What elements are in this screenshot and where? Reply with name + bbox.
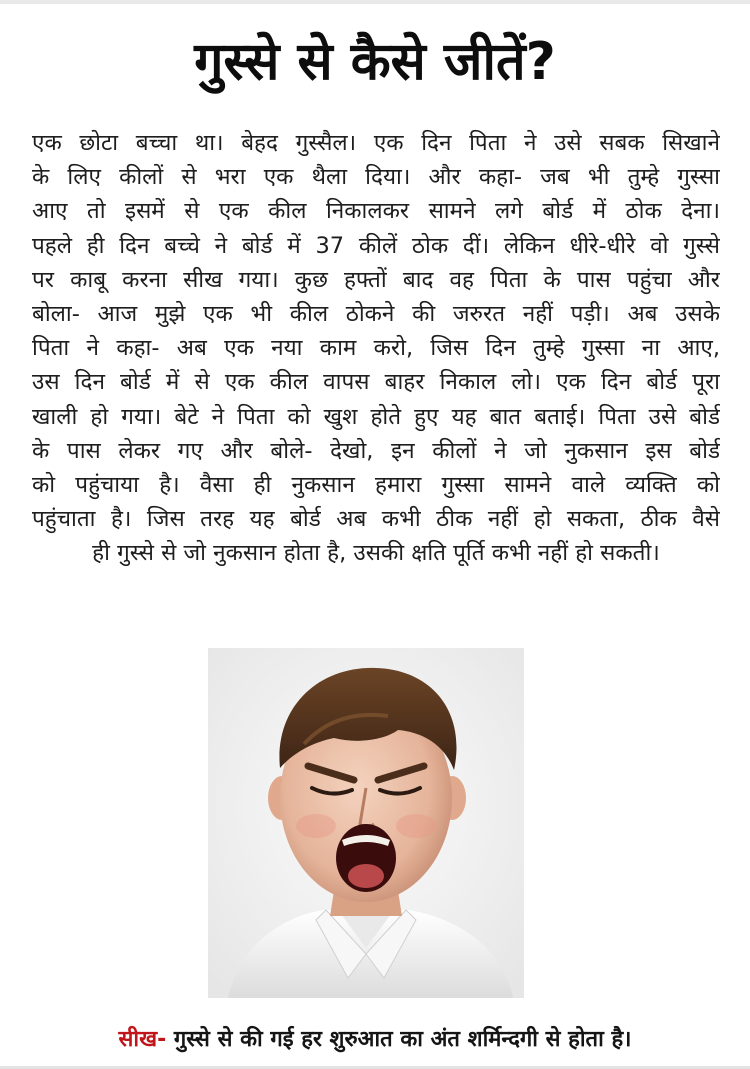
moral-line xyxy=(0,1025,750,1055)
body-line: एक छोटा बच्चा था। बेहद गुस्सैल। एक दिन पिता ने उसे सबक सिखाने xyxy=(32,130,720,156)
body-line: पिता ने कहा- अब एक नया काम करो, जिस दिन तुम्हे गुस्सा ना आए, xyxy=(32,335,720,362)
body-line: पहुंचाता है। जिस तरह यह बोर्ड अब कभी ठीक नहीं हो सकता, ठीक वैसे xyxy=(32,506,720,533)
moral-label: सीख- xyxy=(118,1027,167,1052)
body-line: खाली हो गया। बेटे ने पिता को खुश होते हुए यह बात बताई। पिता उसे बोर्ड xyxy=(32,403,720,430)
body-line: के लिए कीलों से भरा एक थैला दिया। और कहा- जब भी तुम्हे गुस्सा xyxy=(32,164,720,191)
moral-text: गुस्से से की गई हर शुरुआत का अंत शर्मिन्दगी से होता है। xyxy=(166,1027,632,1052)
body-line: पर काबू करना सीख गया। कुछ हफ्तों बाद वह पिता के पास पहुंचा और xyxy=(32,266,720,293)
body-line: आए तो इसमें से एक कील निकालकर सामने लगे बोर्ड में ठोक देना। xyxy=(32,198,720,225)
angry-boy-photo xyxy=(208,648,524,998)
body-line: पहले ही दिन बच्चे ने बोर्ड में 37 कीलें ठोक दीं। लेकिन धीरे-धीरे वो गुस्से xyxy=(32,232,720,259)
body-line: बोला- आज मुझे एक भी कील ठोकने की जरुरत नहीं पड़ी। अब उसके xyxy=(32,301,720,328)
body-line: उस दिन बोर्ड में से एक कील वापस बाहर निकाल लो। एक दिन बोर्ड पूरा xyxy=(32,369,720,396)
body-line: ही गुस्से से जो नुकसान होता है, उसकी क्षति पूर्ति कभी नहीं हो सकती। xyxy=(92,540,660,567)
top-rule xyxy=(0,0,750,4)
body-line: को पहुंचाया है। वैसा ही नुकसान हमारा गुस्सा सामने वाले व्यक्ति को xyxy=(32,472,720,499)
angry-boy-illustration xyxy=(208,648,524,998)
body-line: के पास लेकर गए और बोले- देखो, इन कीलों ने जो नुकसान इस बोर्ड xyxy=(32,437,720,464)
article-body xyxy=(32,126,720,571)
article-headline: गुस्से से कैसे जीतें? xyxy=(194,32,556,92)
